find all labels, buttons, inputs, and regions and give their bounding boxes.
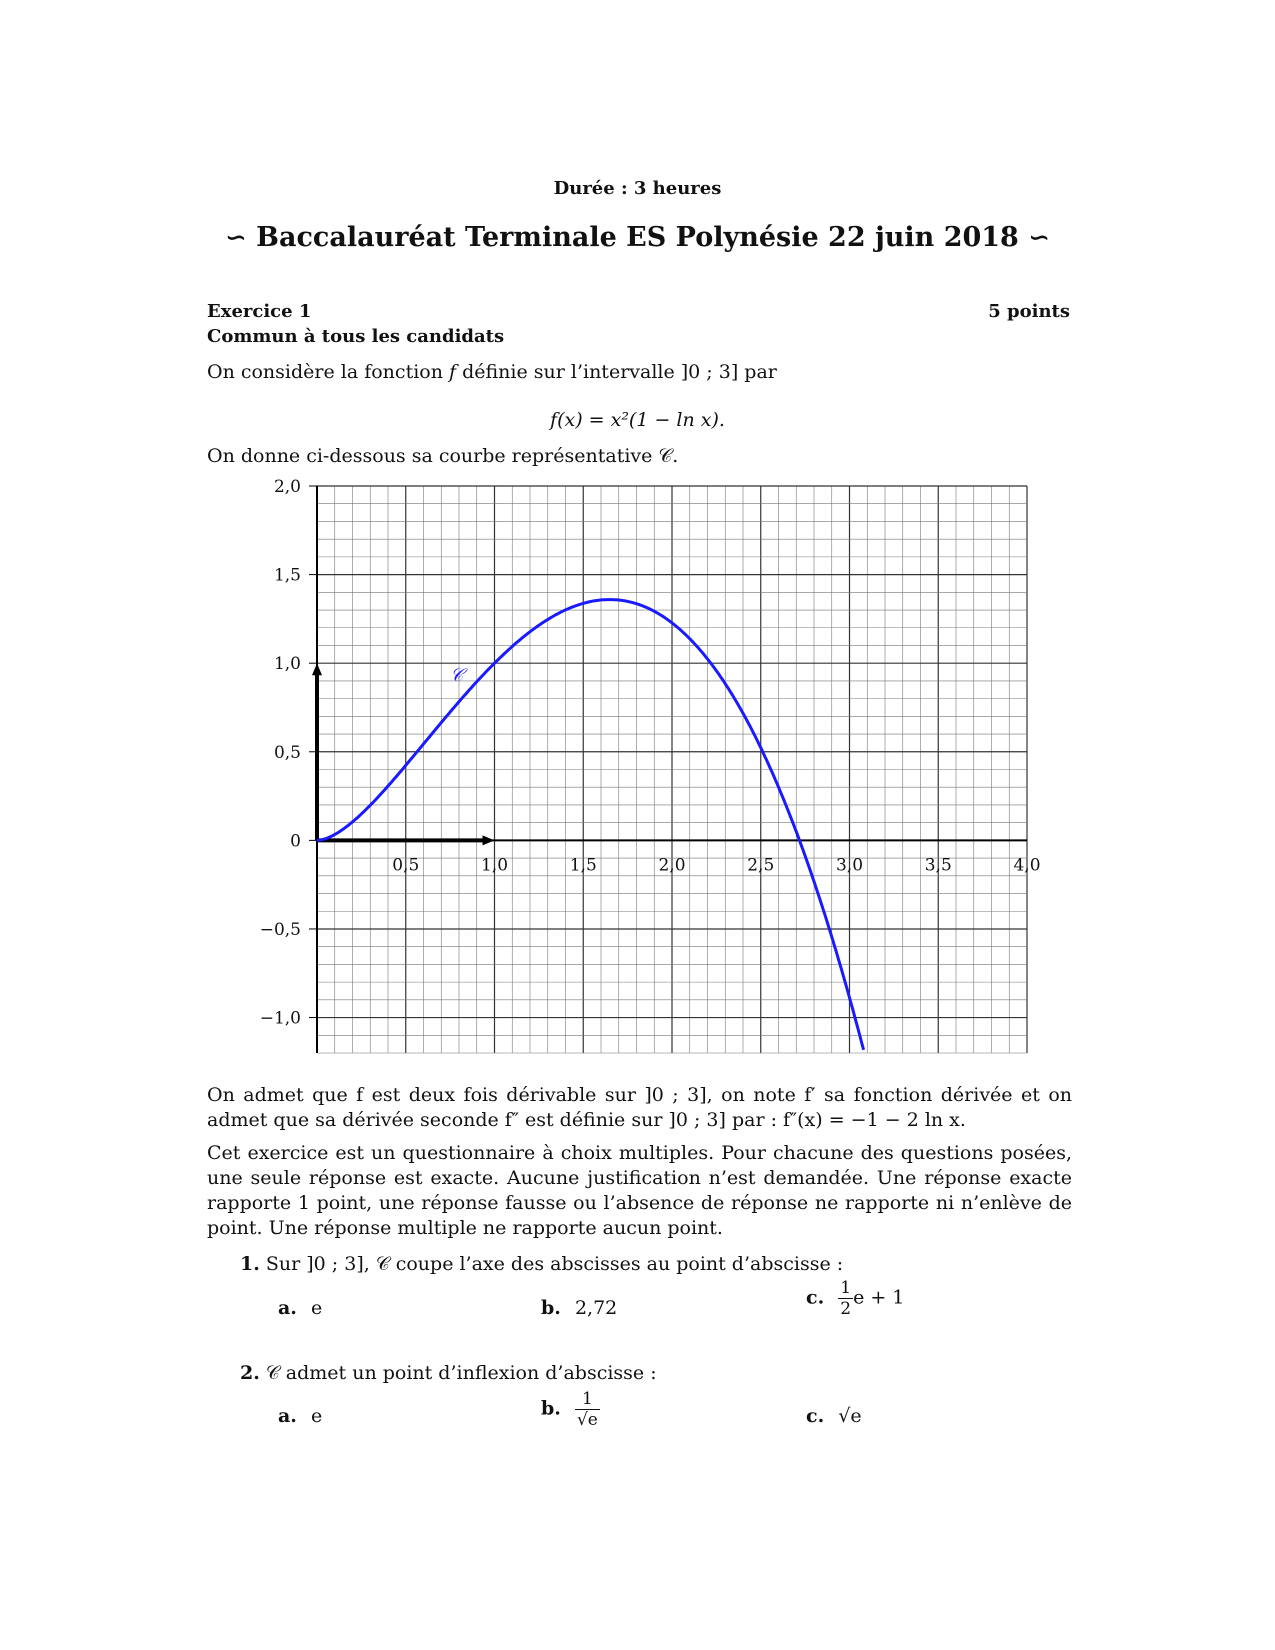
y-tick-label: 1,5 [273, 565, 301, 586]
choice-2a[interactable] [278, 1405, 322, 1427]
question-1 [240, 1253, 843, 1275]
choice-1b[interactable] [541, 1297, 617, 1319]
choice-fraction [838, 1278, 853, 1319]
x-tick-label: 1,5 [569, 855, 597, 876]
intro-post: définie sur l’intervalle ]0 ; 3] par [462, 361, 777, 383]
chart-grid [317, 486, 1027, 1053]
intro-pre: On considère la fonction [207, 361, 443, 383]
y-tick-label: 0,5 [273, 742, 301, 763]
question-text: 𝒞 admet un point d’inflexion d’abscisse : [265, 1362, 657, 1384]
choice-letter: b. [541, 1297, 561, 1319]
choice-letter: a. [278, 1297, 297, 1319]
exercise-label: Exercice 1 [207, 301, 312, 322]
exercise-points: 5 points [988, 301, 1070, 322]
x-tick-label: 2,0 [658, 855, 686, 876]
y-tick-label: −1,0 [259, 1008, 301, 1029]
choice-letter: c. [806, 1405, 825, 1427]
choice-value: 2,72 [574, 1297, 618, 1319]
y-tick-label: −0,5 [259, 919, 301, 940]
choice-value: √e [838, 1405, 862, 1427]
choice-2b[interactable] [541, 1389, 600, 1430]
x-tick-label: 3,0 [835, 855, 864, 876]
choice-value: e [310, 1297, 323, 1319]
x-tick-label: 2,5 [747, 855, 775, 876]
ornament-left-icon: ∽ [224, 223, 247, 253]
exercise-subtitle: Commun à tous les candidats [207, 326, 505, 347]
arrow-right-icon [483, 835, 495, 845]
fraction-denominator: 2 [840, 1299, 852, 1319]
choice-value: e [310, 1405, 323, 1427]
intro-function: f [449, 361, 457, 383]
exam-duration: Durée : 3 heures [553, 178, 722, 199]
question-number: 1. [240, 1253, 260, 1275]
fraction-denominator: √e [576, 1410, 598, 1430]
question-number: 2. [240, 1362, 260, 1384]
choice-value: e + 1 [853, 1286, 905, 1309]
paragraph-instructions: Cet exercice est un questionnaire à choix multiples. Pour chacune des questions posées, une seule réponse est exacte. Aucune justification n’est demandée. Une réponse exacte rapporte 1 point, une réponse fausse ou l’absence de réponse ne rapporte ni n’enlève de point. Une réponse multiple ne rapporte aucun point. [207, 1142, 1072, 1239]
ornament-right-icon: ∽ [1028, 223, 1051, 253]
question-2 [240, 1362, 657, 1384]
choice-1c[interactable] [806, 1278, 904, 1319]
curve-intro: On donne ci-dessous sa courbe représentative 𝒞. [207, 445, 679, 467]
choice-1a[interactable] [278, 1297, 322, 1319]
choice-2c[interactable] [806, 1405, 862, 1427]
choice-letter: b. [541, 1397, 561, 1420]
function-formula: f(x) = x²(1 − ln x). [550, 409, 725, 431]
arrow-up-icon [312, 663, 322, 675]
paragraph-derivatives: On admet que f est deux fois dérivable sur ]0 ; 3], on note f′ sa fonction dérivée et on admet que sa dérivée seconde f″ est définie sur ]0 ; 3] par : f″(x) = −1 − 2 ln x. [207, 1084, 1072, 1131]
y-tick-label: 2,0 [273, 477, 301, 497]
question-text: Sur ]0 ; 3], 𝒞 coupe l’axe des abscisses au point d’abscisse : [265, 1253, 844, 1275]
curve-label: 𝒞 [450, 664, 464, 686]
fraction-numerator: 1 [575, 1389, 600, 1410]
choice-letter: c. [806, 1286, 825, 1309]
x-tick-label: 4,0 [1013, 855, 1041, 876]
x-tick-label: 1,0 [480, 855, 509, 876]
fraction-numerator: 1 [840, 1278, 852, 1298]
x-tick-label: 0,5 [392, 855, 420, 876]
x-tick-label: 3,5 [924, 855, 952, 876]
choice-fraction [575, 1389, 600, 1430]
choice-letter: a. [278, 1405, 297, 1427]
title-text: Baccalauréat Terminale ES Polynésie 22 juin 2018 [256, 222, 1019, 253]
chart-ticks [260, 477, 1041, 1029]
y-tick-label: 0 [290, 831, 301, 852]
y-tick-label: 1,0 [273, 654, 301, 675]
